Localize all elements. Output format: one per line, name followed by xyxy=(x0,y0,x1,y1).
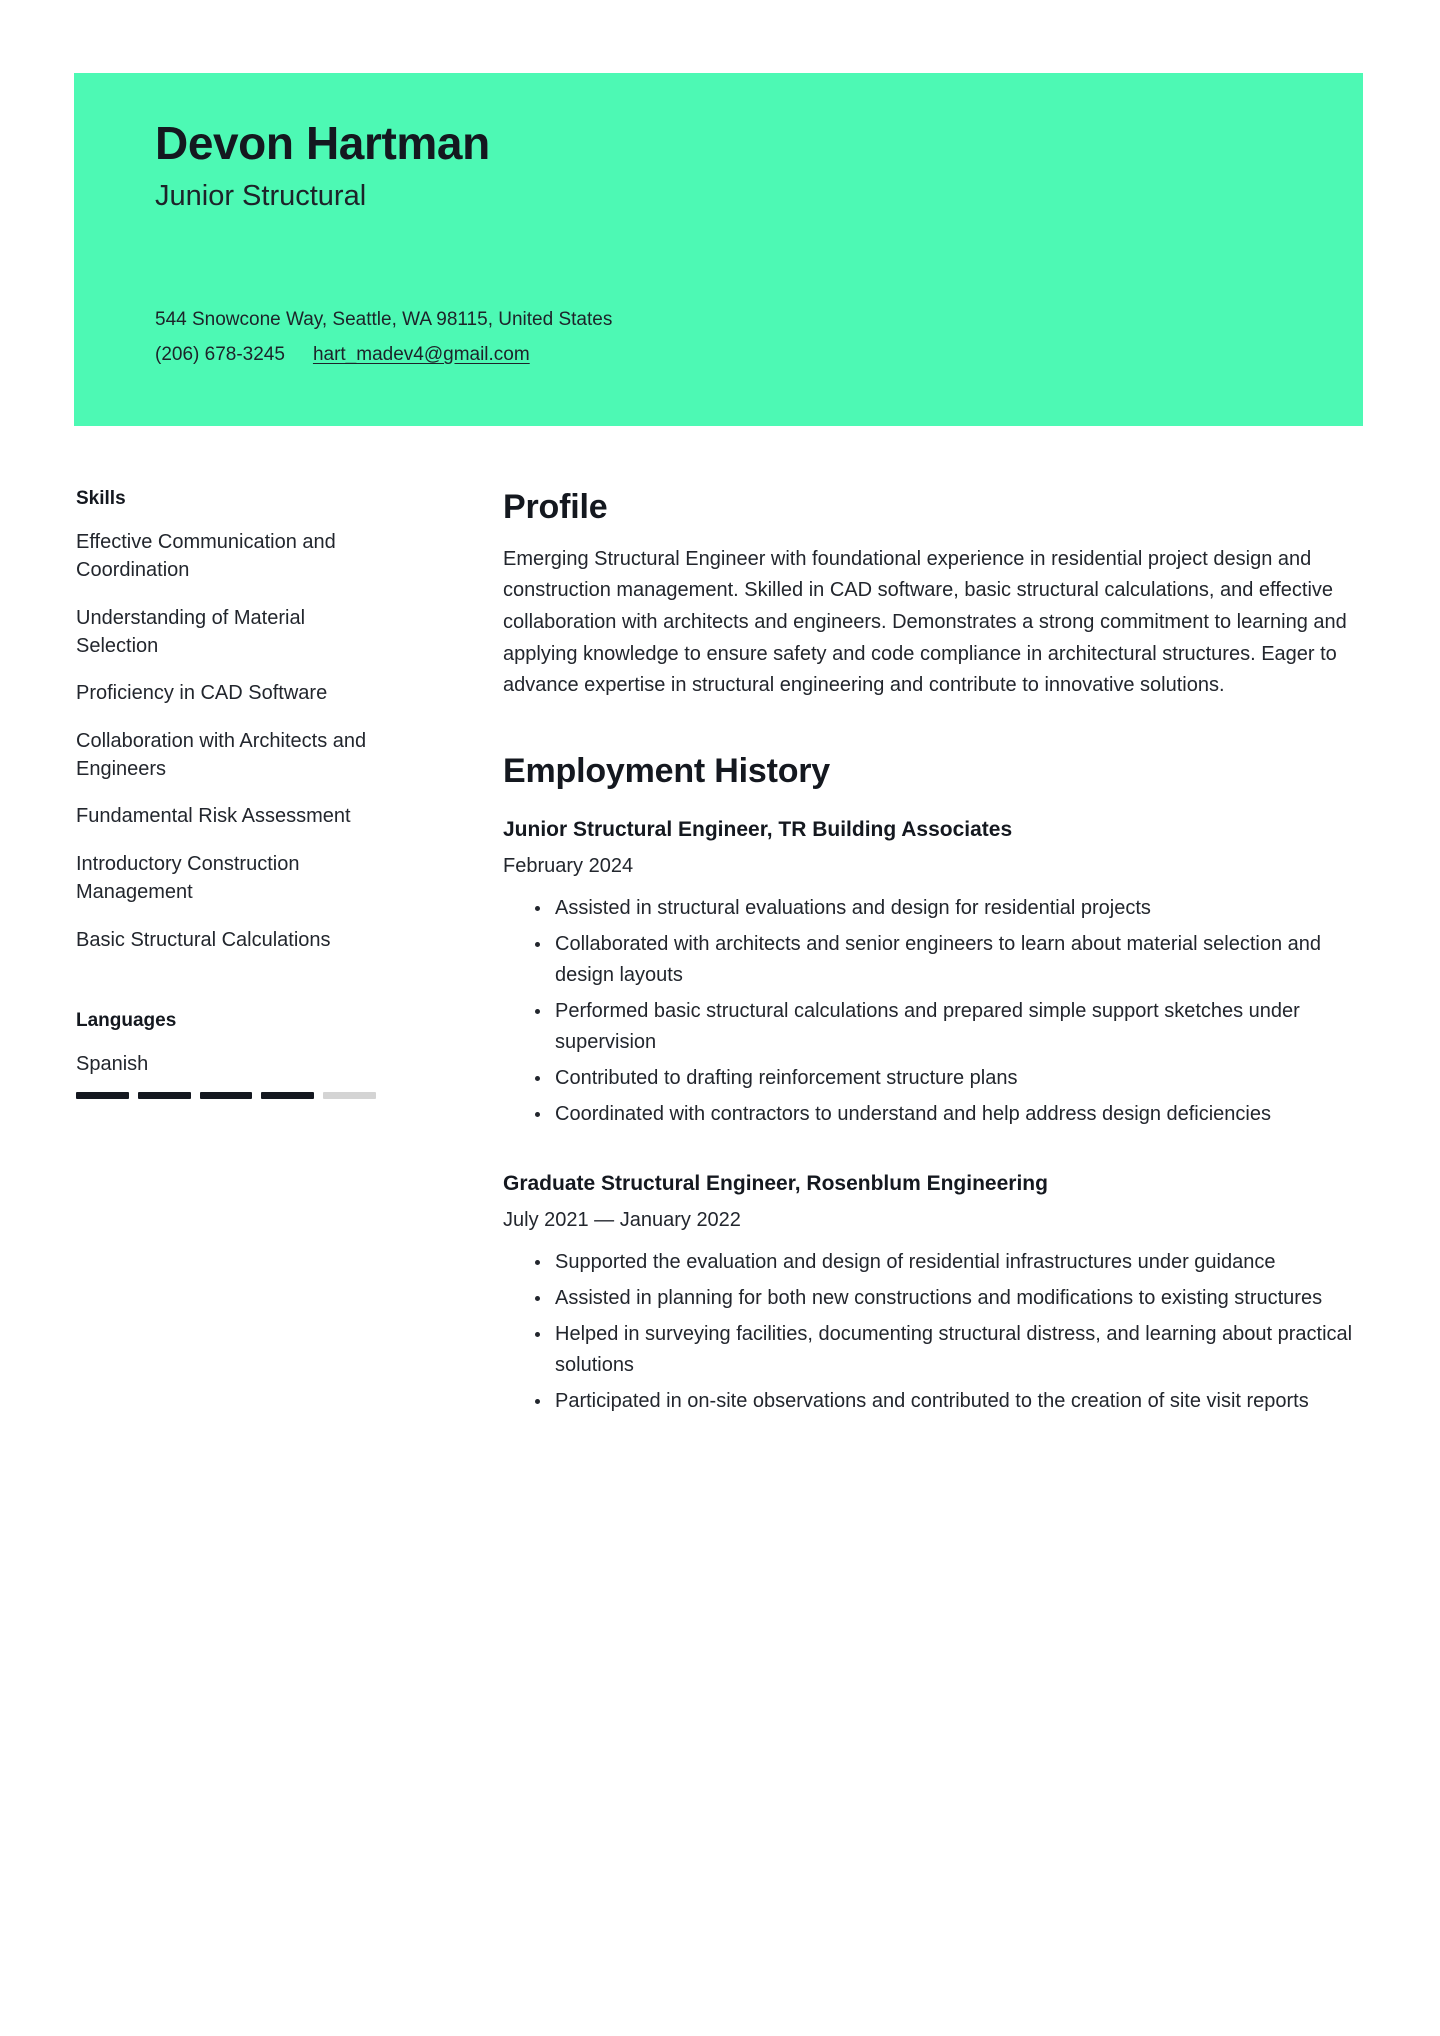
employment-bullet: Participated in on-site observations and contributed to the creation of site visit reports xyxy=(503,1386,1373,1417)
employment-entry xyxy=(503,816,1373,1130)
skill-item: Proficiency in CAD Software xyxy=(76,682,328,705)
languages-heading: Languages xyxy=(76,1010,177,1032)
resume-main-column xyxy=(503,487,1373,1417)
employment-bullet: Supported the evaluation and design of residential infrastructures under guidance xyxy=(503,1247,1373,1278)
employment-bullet: Coordinated with contractors to understand and help address design deficiencies xyxy=(503,1099,1373,1130)
employment-entry xyxy=(503,1170,1373,1417)
resume-header-banner xyxy=(74,73,1363,426)
employment-title: Junior Structural Engineer, TR Building Associates xyxy=(503,817,1013,841)
resume-sidebar xyxy=(76,487,386,1099)
employment-bullet: Helped in surveying facilities, documenting structural distress, and learning about practical solutions xyxy=(503,1319,1373,1381)
skill-item: Fundamental Risk Assessment xyxy=(76,805,351,828)
skill-item: Introductory Construction Management xyxy=(76,852,300,904)
contact-address: 544 Snowcone Way, Seattle, WA 98115, United States xyxy=(155,309,613,330)
skill-item: Basic Structural Calculations xyxy=(76,928,331,951)
contact-phone: (206) 678-3245 xyxy=(155,344,285,365)
profile-text: Emerging Structural Engineer with foundational experience in residential project design and construction management. Skilled in CAD software, basic structural calculations, and effective collaboration with architects and engineers. Demonstrates a strong commitment to learning and applying knowledge to ensure safety and code compliance in architectural structures. Eager to advance expertise in structural engineering and contribute to innovative solutions. xyxy=(503,547,1347,697)
language-level-segment xyxy=(76,1092,129,1099)
employment-dates: February 2024 xyxy=(503,854,634,877)
employment-bullet: Contributed to drafting reinforcement structure plans xyxy=(503,1063,1373,1094)
skill-item: Collaboration with Architects and Engineers xyxy=(76,729,367,781)
skill-item: Understanding of Material Selection xyxy=(76,606,306,657)
language-level-bar xyxy=(76,1092,376,1099)
employment-bullet-list xyxy=(503,893,1373,1130)
candidate-name: Devon Hartman xyxy=(155,117,490,169)
employment-title: Graduate Structural Engineer, Rosenblum Engineering xyxy=(503,1171,1048,1195)
skills-heading: Skills xyxy=(76,488,126,509)
language-level-segment xyxy=(323,1092,376,1099)
employment-bullet: Collaborated with architects and senior engineers to learn about material selection and design layouts xyxy=(503,929,1373,991)
contact-line-secondary xyxy=(155,345,612,364)
candidate-job-title: Junior Structural xyxy=(155,180,367,213)
employment-dates: July 2021 — January 2022 xyxy=(503,1209,741,1232)
language-level-segment xyxy=(200,1092,253,1099)
employment-bullet: Assisted in planning for both new constructions and modifications to existing structures xyxy=(503,1283,1373,1314)
contact-details xyxy=(155,310,612,364)
language-level-segment xyxy=(261,1092,314,1099)
employment-bullet-list xyxy=(503,1247,1373,1417)
header-identity-block xyxy=(155,116,1323,216)
language-level-segment xyxy=(138,1092,191,1099)
employment-bullet: Performed basic structural calculations and prepared simple support sketches under supervision xyxy=(503,996,1373,1058)
language-name: Spanish xyxy=(76,1052,149,1075)
employment-bullet: Assisted in structural evaluations and design for residential projects xyxy=(503,893,1373,924)
employment-history-heading: Employment History xyxy=(503,751,831,790)
contact-email-link[interactable]: hart_madev4@gmail.com xyxy=(312,344,530,365)
skill-item: Effective Communication and Coordination xyxy=(76,530,336,582)
profile-heading: Profile xyxy=(503,488,608,526)
